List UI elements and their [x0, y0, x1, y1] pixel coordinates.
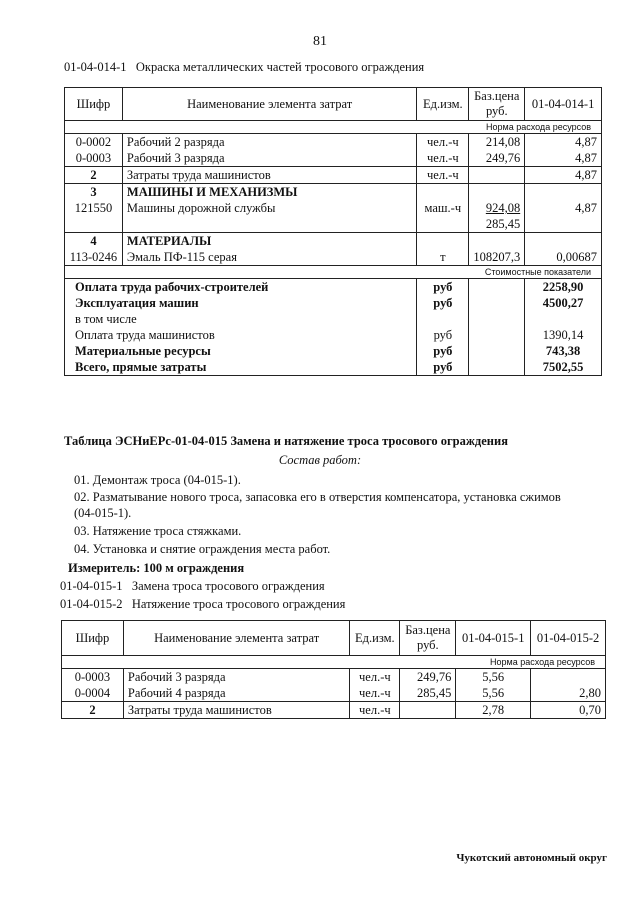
- row-code: 0-0003: [65, 150, 123, 167]
- stoim-label: Стоимостные показатели: [65, 266, 602, 279]
- summary-row: [65, 279, 602, 296]
- row-price: 285,45: [400, 685, 456, 702]
- row-price: 285,45: [469, 216, 525, 233]
- summary-unit: [417, 311, 469, 327]
- row-value: [525, 184, 602, 201]
- table-row: [62, 669, 606, 686]
- page-footer: Чукотский автономный округ: [456, 852, 607, 864]
- table-row: [65, 167, 602, 184]
- row-name: МАШИНЫ И МЕХАНИЗМЫ: [122, 184, 416, 201]
- header-name: Наименование элемента затрат: [122, 88, 416, 121]
- row-value: 4,87: [525, 150, 602, 167]
- row-name: Машины дорожной службы: [122, 200, 416, 216]
- summary-name: Оплата труда рабочих-строителей: [65, 279, 417, 296]
- summary-row: [65, 327, 602, 343]
- row-code: 113-0246: [65, 249, 123, 266]
- norm-row: [65, 121, 602, 134]
- table-row: [65, 200, 602, 216]
- row-value-1: 5,56: [456, 669, 531, 686]
- summary-unit: руб: [417, 295, 469, 311]
- summary-name: Оплата труда машинистов: [65, 327, 417, 343]
- header-col2: 01-04-015-2: [531, 621, 606, 656]
- row-unit: чел.-ч: [350, 685, 400, 702]
- row-code: 4: [65, 233, 123, 250]
- row-name: Затраты труда машинистов: [122, 167, 416, 184]
- row-unit: чел.-ч: [350, 669, 400, 686]
- summary-row: [65, 311, 602, 327]
- row-unit: [417, 216, 469, 233]
- table-row: [65, 134, 602, 151]
- row-name: Рабочий 3 разряда: [122, 150, 416, 167]
- work-item: 03. Натяжение троса стяжками.: [74, 524, 242, 538]
- table-header: [65, 88, 602, 121]
- row-unit: [417, 184, 469, 201]
- header-col: 01-04-014-1: [525, 88, 602, 121]
- row-value: 0,00687: [525, 249, 602, 266]
- section1-heading: [64, 60, 424, 75]
- summary-row: [65, 343, 602, 359]
- row-name: МАТЕРИАЛЫ: [122, 233, 416, 250]
- norm-label: Норма расхода ресурсов: [62, 656, 606, 669]
- table-row: [65, 249, 602, 266]
- work-item: 02. Разматывание нового троса, запасовка его в отверстия компенсатора, установка сжимов: [74, 490, 561, 504]
- row-unit: [417, 233, 469, 250]
- row-name: Затраты труда машинистов: [123, 702, 349, 719]
- table-row: [65, 216, 602, 233]
- summary-value: 7502,55: [525, 359, 602, 376]
- header-unit: Ед.изм.: [350, 621, 400, 656]
- row-value-2: 2,80: [531, 685, 606, 702]
- row-unit: маш.-ч: [417, 200, 469, 216]
- row-unit: чел.-ч: [417, 167, 469, 184]
- row-price: [469, 167, 525, 184]
- header-price: Баз.цена руб.: [400, 621, 456, 656]
- resource-table-1: [64, 87, 602, 376]
- summary-row: [65, 359, 602, 376]
- summary-value: 4500,27: [525, 295, 602, 311]
- summary-value: 1390,14: [525, 327, 602, 343]
- row-price: [400, 702, 456, 719]
- header-unit: Ед.изм.: [417, 88, 469, 121]
- item-name: Натяжение троса тросового ограждения: [131, 597, 346, 611]
- table-row: [62, 685, 606, 702]
- row-code: 0-0004: [62, 685, 124, 702]
- meter-line: Измеритель: 100 м ограждения: [68, 561, 245, 575]
- header-price: Баз.цена руб.: [469, 88, 525, 121]
- summary-unit: руб: [417, 359, 469, 376]
- row-code: 121550: [65, 200, 123, 216]
- sostav-heading: Состав работ:: [278, 453, 362, 467]
- item-line: [60, 597, 345, 612]
- table-row: [62, 702, 606, 719]
- row-code: [65, 216, 123, 233]
- row-price: 214,08: [469, 134, 525, 151]
- header-col1: 01-04-015-1: [456, 621, 531, 656]
- row-code: 3: [65, 184, 123, 201]
- work-item: 04. Установка и снятие ограждения места работ.: [74, 542, 331, 556]
- item-name: Замена троса тросового ограждения: [131, 579, 325, 593]
- table-row: [65, 150, 602, 167]
- summary-name: Всего, прямые затраты: [65, 359, 417, 376]
- row-name: Рабочий 2 разряда: [122, 134, 416, 151]
- row-value: [525, 216, 602, 233]
- resource-table-2: [61, 620, 606, 719]
- table-row: [65, 184, 602, 201]
- item-code: 01-04-015-2: [60, 597, 123, 611]
- table-header: [62, 621, 606, 656]
- work-item: 01. Демонтаж троса (04-015-1).: [74, 473, 241, 487]
- stoim-row: [65, 266, 602, 279]
- summary-unit: руб: [417, 327, 469, 343]
- row-name: Рабочий 3 разряда: [123, 669, 349, 686]
- row-name: Рабочий 4 разряда: [123, 685, 349, 702]
- summary-row: [65, 295, 602, 311]
- row-code: 0-0003: [62, 669, 124, 686]
- row-unit: т: [417, 249, 469, 266]
- row-value: 4,87: [525, 200, 602, 216]
- item-code: 01-04-015-1: [60, 579, 123, 593]
- header-code: Шифр: [62, 621, 124, 656]
- summary-name: Материальные ресурсы: [65, 343, 417, 359]
- table-row: [65, 233, 602, 250]
- row-price: 249,76: [400, 669, 456, 686]
- summary-value: 743,38: [525, 343, 602, 359]
- norm-row: [62, 656, 606, 669]
- row-unit: чел.-ч: [350, 702, 400, 719]
- item-line: [60, 579, 325, 594]
- row-value-1: 5,56: [456, 685, 531, 702]
- norm-label: Норма расхода ресурсов: [65, 121, 602, 134]
- table-title: Таблица ЭСНиЕРс-01-04-015 Замена и натяжение троса тросового ограждения: [64, 434, 508, 448]
- row-name: [122, 216, 416, 233]
- header-code: Шифр: [65, 88, 123, 121]
- row-code: 0-0002: [65, 134, 123, 151]
- row-price: [469, 233, 525, 250]
- header-name: Наименование элемента затрат: [123, 621, 349, 656]
- row-value: [525, 233, 602, 250]
- row-value-2: 0,70: [531, 702, 606, 719]
- row-price: 249,76: [469, 150, 525, 167]
- summary-value: 2258,90: [525, 279, 602, 296]
- row-value-1: 2,78: [456, 702, 531, 719]
- summary-value: [525, 311, 602, 327]
- row-code: 2: [62, 702, 124, 719]
- row-code: 2: [65, 167, 123, 184]
- section1-code: 01-04-014-1: [64, 60, 127, 74]
- section1-title: Окраска металлических частей тросового ограждения: [135, 60, 425, 74]
- summary-unit: руб: [417, 279, 469, 296]
- row-value-2: [531, 669, 606, 686]
- row-price: [469, 184, 525, 201]
- summary-name: в том числе: [65, 311, 417, 327]
- row-name: Эмаль ПФ-115 серая: [122, 249, 416, 266]
- summary-unit: руб: [417, 343, 469, 359]
- row-price: 108207,3: [469, 249, 525, 266]
- row-unit: чел.-ч: [417, 150, 469, 167]
- row-value: 4,87: [525, 134, 602, 151]
- row-price: 924,08: [485, 201, 521, 215]
- row-value: 4,87: [525, 167, 602, 184]
- row-unit: чел.-ч: [417, 134, 469, 151]
- work-item: (04-015-1).: [74, 506, 132, 520]
- page-number: 81: [313, 34, 327, 49]
- summary-name: Эксплуатация машин: [65, 295, 417, 311]
